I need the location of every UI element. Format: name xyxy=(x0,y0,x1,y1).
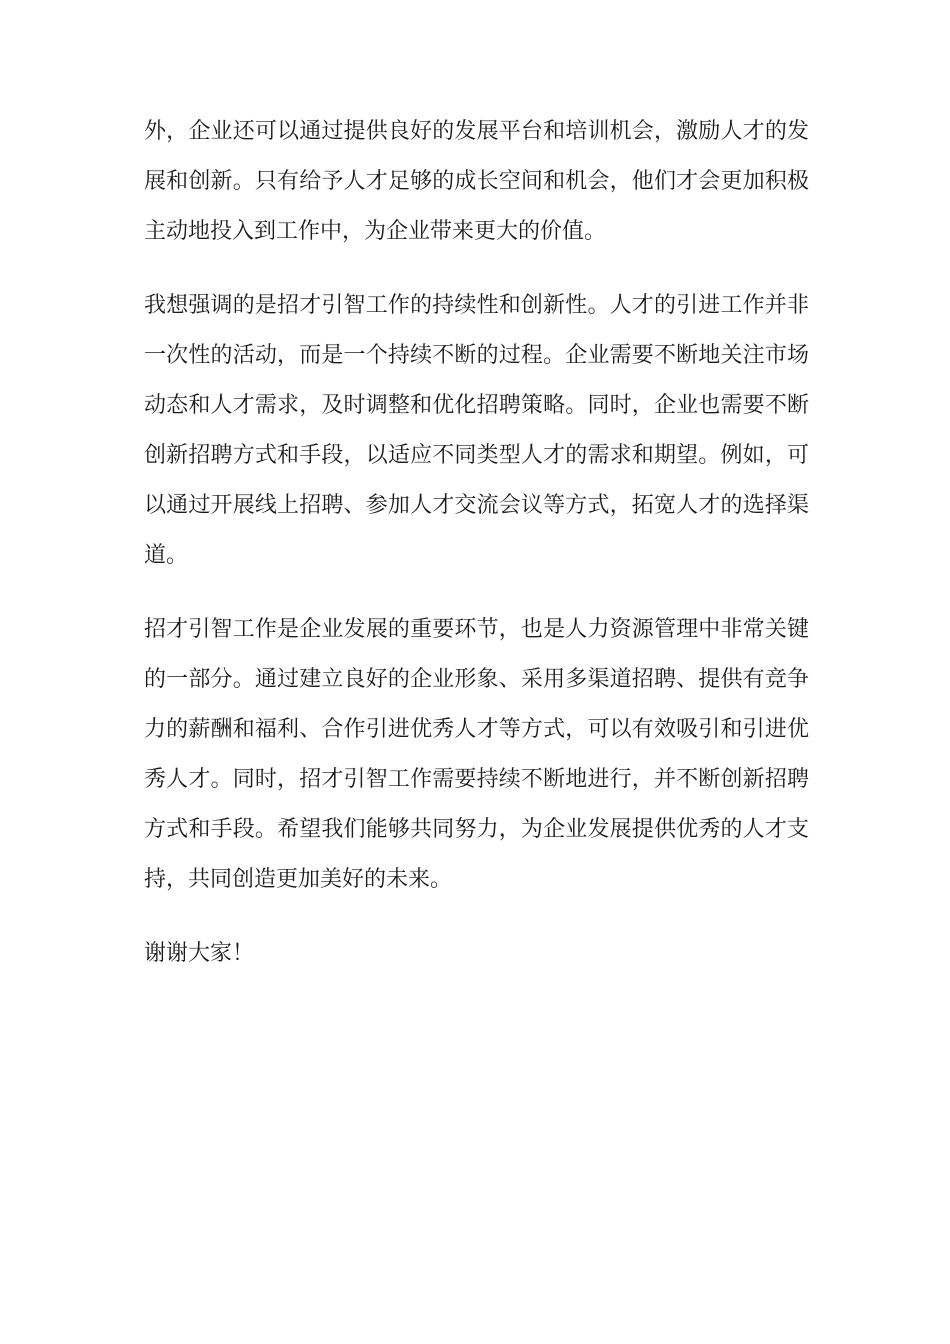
paragraph-sustainability: 我想强调的是招才引智工作的持续性和创新性。人才的引进工作并非一次性的活动，而是一个持续不断的过程。企业需要不断地关注市场动态和人才需求，及时调整和优化招聘策略。同时，企业也需要不断创新招聘方式和手段，以适应不同类型人才的需求和期望。例如，可以通过开展线上招聘、参加人才交流会议等方式，拓宽人才的选择渠道。 xyxy=(144,293,809,568)
paragraph-closing: 谢谢大家！ xyxy=(144,941,255,966)
paragraph-summary: 招才引智工作是企业发展的重要环节，也是人力资源管理中非常关键的一部分。通过建立良好的企业形象、采用多渠道招聘、提供有竞争力的薪酬和福利、合作引进优秀人才等方式，可以有效吸引和引进优秀人才。同时，招才引智工作需要持续不断地进行，并不断创新招聘方式和手段。希望我们能够共同努力，为企业发展提供优秀的人才支持，共同创造更加美好的未来。 xyxy=(144,617,809,892)
paragraph-continuation: 外，企业还可以通过提供良好的发展平台和培训机会，激励人才的发展和创新。只有给予人才足够的成长空间和机会，他们才会更加积极主动地投入到工作中，为企业带来更大的价值。 xyxy=(144,119,809,244)
document-body xyxy=(144,107,809,979)
